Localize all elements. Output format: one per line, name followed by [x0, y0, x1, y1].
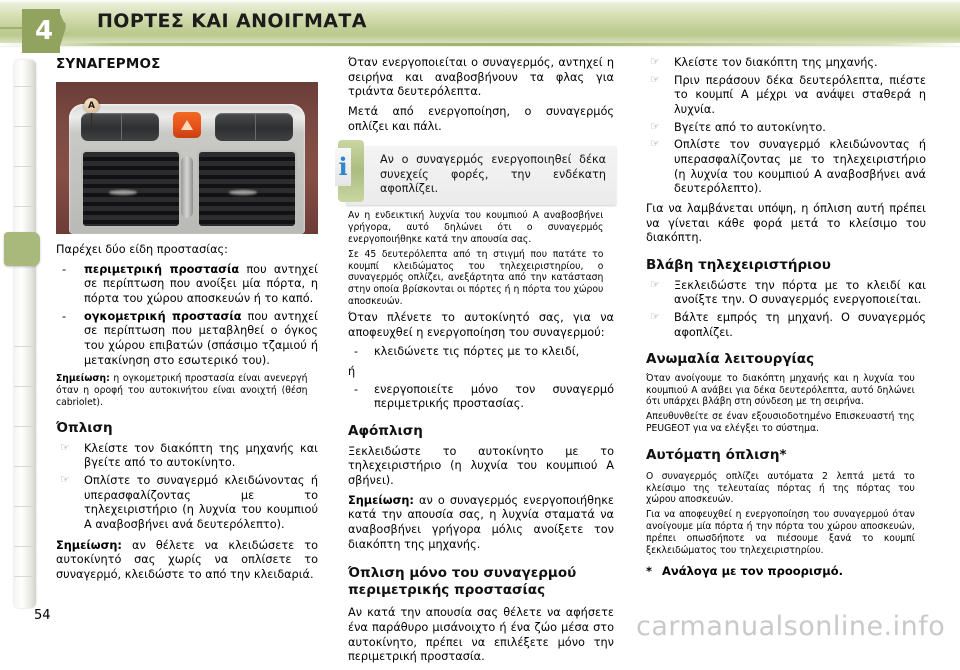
note-text: η ογκομετρική προστασία είναι ανενεργή όταν η οροφή του αυτοκινήτου είναι ανοιχτή (θέση cabriolet).: [56, 373, 308, 409]
footnote-text: Ανάλογα με τον προορισμό.: [662, 563, 844, 578]
watermark: carmanualsonline.info: [636, 611, 946, 642]
list-item: - ενεργοποιείτε μόνο τον συναγερμό περιμετρικής προστασίας.: [348, 383, 614, 412]
spine-notch: [14, 386, 36, 387]
spine-notch: [14, 166, 36, 167]
grille-highlight: [109, 190, 137, 195]
chapter-tab-strip[interactable]: [14, 60, 36, 608]
note-text: αν θέλετε να κλειδώσετε το αυτοκίνητό σας χωρίς να οπλίσετε το συναγερμό, κλειδώστε το από την κλειδαριά.: [56, 538, 318, 581]
list-item: ☞ Οπλίστε το συναγερμό κλειδώνοντας ή υπερασφαλίζοντας με το τηλεχειριστήριο (η λυχνία του κουμπιού A αναβοσβήνει ανά δευτερόλεπτο).: [56, 474, 318, 533]
footnote-row: [646, 564, 926, 578]
header-left-rule: [0, 27, 24, 29]
spine-notch: [14, 576, 36, 577]
right-column: [646, 56, 926, 578]
remote-fault-list: [646, 279, 926, 341]
list-item: ☞ Κλείστε τον διακόπτη της μηχανής.: [646, 56, 926, 71]
list-item: ☞ Οπλίστε τον συναγερμό κλειδώνοντας ή υπερασφαλίζοντας με το τηλεχειριστήριο (η λυχνία του κουμπιού A αναβοσβήνει ανά δευτερόλεπτο).: [646, 138, 926, 197]
45-second-para: Σε 45 δευτερόλεπτα από τη στιγμή που πατάτε το κουμπί κλειδώματος του τηλεχειριστηρίου, ο συναγερμός οπλίζει, ανεξάρτητα από την κατάσταση στην οποία βρίσκονται οι πόρτες ή η πόρτα του χώρου αποσκευών.: [348, 248, 604, 308]
protection-type-label: περιμετρική προστασία: [84, 262, 240, 276]
list-item: ☞ Βάλτε εμπρός τη μηχανή. Ο συναγερμός αφοπλίζει.: [646, 311, 926, 340]
page-number: 54: [34, 608, 51, 623]
or-connector: ή: [348, 365, 356, 379]
protection-type-label: ογκομετρική προστασία: [84, 309, 242, 323]
chapter-number-tab: [22, 9, 66, 53]
header-underline: [0, 43, 960, 46]
air-vent-left: [81, 113, 159, 141]
spine-notch: [14, 506, 36, 507]
left-column: [56, 56, 318, 77]
disarm-para: Ξεκλειδώστε το αυτοκίνητο με το τηλεχειριστήριο (η λυχνία του κουμπιού A σβήνει).: [348, 444, 614, 487]
middle-column: [348, 56, 614, 139]
protection-intro: Παρέχει δύο είδη προστασίας:: [56, 243, 228, 256]
console-body: [69, 104, 305, 234]
washing-intro-para: Όταν πλένετε το αυτοκίνητό σας, για να αποφευχθεί η ενεργοποίηση του συναγερμού:: [348, 311, 614, 339]
note-text: αν ο συναγερμός ενεργοποιήθηκε κατά την απουσία σας, η λυχνία σταματά να αναβοσβήνει γρήγορα μόλις ανοίξετε τον διακόπτη της μηχανής.: [348, 493, 614, 551]
spine-notch: [14, 346, 36, 347]
malfunction-heading: Ανωμαλία λειτουργίας: [646, 351, 815, 368]
list-item: ☞ Κλείστε τον διακόπτη της μηχανής και βγείτε από το αυτοκίνητο.: [56, 442, 318, 471]
note-1: [56, 373, 308, 409]
info-icon-holder: [338, 140, 364, 202]
info-callout-box: [338, 146, 616, 205]
chapter-number-label: 4: [34, 16, 54, 46]
spine-notch: [14, 466, 36, 467]
washing-steps-list-2: [348, 383, 614, 412]
spine-notch: [14, 546, 36, 547]
arming-heading: Όπλιση: [56, 420, 113, 437]
vent-divider-right: [255, 114, 256, 140]
note-2: [56, 539, 318, 583]
disarm-heading: Αφόπλιση: [348, 423, 423, 440]
page-header-banner: [0, 0, 960, 48]
active-chapter-tab[interactable]: [4, 232, 40, 266]
spine-notch: [14, 126, 36, 127]
indicator-light-para: Αν η ενδεικτική λυχνία του κουμπιού A αναβοσβήνει γρήγορα, αυτό δηλώνει ότι ο συναγερμός ενεργοποιήθηκε κατά την απουσία σας.: [348, 210, 604, 245]
arming-steps-list: [56, 442, 318, 533]
center-console-figure: [56, 82, 318, 234]
disarm-note: [348, 494, 614, 553]
page-title: ΠΟΡΤΕΣ ΚΑΙ ΑΝΟΙΓΜΑΤΑ: [97, 10, 367, 32]
malfunction-para-1: Όταν ανοίγουμε το διακόπτη μηχανής και η λυχνία του κουμπιού A ανάβει για δέκα δευτερόλεπτα, αυτό δηλώνει ότι υπάρχει βλάβη στη σύνδεση με τη σειρήνα.: [646, 372, 915, 408]
alarm-rearm-para: Μετά από ενεργοποίηση, ο συναγερμός οπλίζει και πάλι.: [348, 105, 614, 133]
vent-divider-left: [121, 114, 122, 140]
auto-arming-heading: Αυτόματη όπλιση*: [646, 447, 787, 464]
left-column-text: [56, 243, 318, 588]
protection-type-text: που αντηχεί σε περίπτωση που ανοίξει μία πόρτα, η πόρτα του χώρου αποσκευών ή το καπό.: [84, 262, 318, 306]
list-item: [56, 263, 318, 307]
perimeter-arming-para: Αν κατά την απουσία σας θέλετε να αφήσετε ένα παράθυρο μισάνοιχτο ή ένα ζώο μέσα στο αυτοκίνητο, πρέπει να επιλέξετε μόνο την περιμετρική προστασία.: [348, 606, 614, 664]
hazard-warning-button-icon: [173, 112, 201, 138]
console-knob: [181, 156, 193, 218]
spine-notch: [14, 206, 36, 207]
remote-fault-heading: Βλάβη τηλεχειριστήριου: [646, 257, 831, 274]
air-vent-right: [215, 113, 293, 141]
list-item: - κλειδώνετε τις πόρτες με το κλειδί,: [348, 345, 614, 360]
list-item: ☞ Πριν περάσουν δέκα δευτερόλεπτα, πιέστε το κουμπί A μέχρι να ανάψει σταθερά η λυχνία.: [646, 74, 926, 118]
callout-leader-line: [91, 113, 92, 129]
footnote-star: *: [646, 563, 653, 578]
alarm-trigger-para: Όταν ενεργοποιείται ο συναγερμός, αντηχεί η σειρήνα και αναβοσβήνουν τα φλας για τριάντα δευτερόλεπτα.: [348, 56, 614, 99]
grille-highlight: [229, 190, 257, 195]
spine-notch: [14, 86, 36, 87]
list-item: ☞ Βγείτε από το αυτοκίνητο.: [646, 121, 926, 136]
list-item: [56, 310, 318, 369]
spine-notch: [14, 426, 36, 427]
perimeter-steps-footer: Για να λαμβάνεται υπόψη, η όπλιση αυτή πρέπει να γίνεται κάθε φορά μετά το κλείσιμο του διακόπτη.: [646, 202, 926, 245]
info-callout-text: Αν ο συναγερμός ενεργοποιηθεί δέκα συνεχείς φορές, την ενδέκατη αφοπλίζει.: [380, 153, 606, 196]
middle-column-lower: [348, 210, 614, 670]
speaker-grille-right: [197, 150, 297, 228]
list-item: ☞ Ξεκλειδώστε την πόρτα με το κλειδί και ανοίξτε την. Ο συναγερμός ενεργοποιείται.: [646, 279, 926, 308]
note-label: Σημείωση:: [56, 538, 122, 552]
perimeter-arming-heading: Όπλιση μόνο του συναγερμού περιμετρικής προστασίας: [348, 565, 577, 598]
washing-steps-list: [348, 345, 614, 360]
auto-arming-para-1: Ο συναγερμός οπλίζει αυτόματα 2 λεπτά μετά το κλείσιμο της τελευταίας πόρτας ή της πόρτας του χώρου αποσκευών.: [646, 470, 915, 506]
perimeter-steps-list: [646, 56, 926, 197]
protection-type-text: που αντηχεί σε περίπτωση που μεταβληθεί ο όγκος του χώρου επιβατών (σπάσιμο τζαμιού ή μετακίνηση στο εσωτερικό του).: [84, 309, 318, 367]
speaker-grille-left: [81, 150, 181, 228]
auto-arming-para-2: Για να αποφευχθεί η ενεργοποίηση του συναγερμού όταν ανοίγουμε μία πόρτα ή την πόρτα του χώρου αποσκευών, πρέπει οπωσδήποτε να πιέσουμε ξανά το κουμπί ξεκλειδώματος του τηλεχειριστηρίου.: [646, 509, 915, 556]
callout-label-a: A: [84, 98, 99, 113]
info-icon: i: [335, 148, 351, 186]
protection-list: [56, 263, 318, 369]
alarm-section-title: ΣΥΝΑΓΕΡΜΟΣ: [56, 56, 161, 72]
note-label: Σημείωση:: [56, 373, 110, 385]
malfunction-para-2: Απευθυνθείτε σε έναν εξουσιοδοτημένο Επισκευαστή της PEUGEOT για να ελέγξει το σύστημα.: [646, 411, 915, 435]
note-label: Σημείωση:: [348, 493, 414, 507]
